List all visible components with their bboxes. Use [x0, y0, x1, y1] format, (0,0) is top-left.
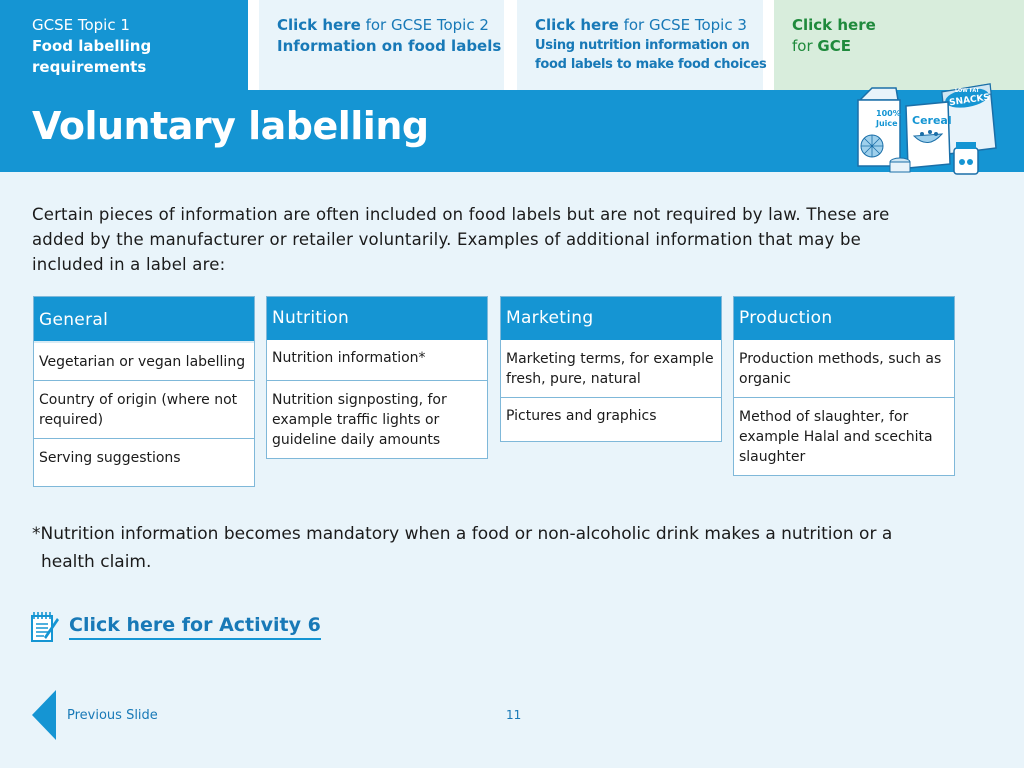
footnote-line-2: health claim.	[41, 552, 152, 572]
juice-label-2: Juice	[876, 119, 898, 128]
activity-6-link-text[interactable]: Click here for Activity 6	[69, 614, 321, 640]
tab-1-label: GCSE Topic 1	[32, 16, 130, 34]
snack-label-1: LOW FAT	[955, 88, 980, 94]
category-heading: Nutrition	[267, 297, 487, 340]
category-heading: Marketing	[501, 297, 721, 340]
tab-3-link[interactable]: Click here	[535, 16, 619, 34]
food-packaging-illustration	[850, 78, 1000, 178]
category-marketing	[500, 296, 722, 442]
category-item: Country of origin (where not required)	[34, 381, 254, 439]
tab-3-title-line-1: Using nutrition information on	[535, 38, 750, 53]
previous-slide-label[interactable]: Previous Slide	[67, 707, 158, 723]
tab-3-label: for GCSE Topic 3	[618, 16, 747, 34]
footnote	[32, 520, 932, 576]
category-item: Pictures and graphics	[501, 398, 721, 442]
category-general	[33, 296, 255, 487]
tab-gcse-topic-3[interactable]	[517, 0, 767, 90]
category-item: Serving suggestions	[34, 439, 254, 487]
tab-1-title-line-2: requirements	[32, 58, 147, 76]
category-item: Marketing terms, for example fresh, pure, natural	[501, 340, 721, 398]
tab-gcse-topic-1	[0, 0, 248, 90]
snack-label-2: SNACKS	[948, 92, 991, 109]
category-heading: Production	[734, 297, 954, 340]
category-heading: General	[34, 297, 254, 343]
category-nutrition	[266, 296, 488, 459]
category-item: Vegetarian or vegan labelling	[34, 343, 254, 381]
arrow-left-icon	[32, 690, 56, 740]
cereal-box-icon	[906, 102, 952, 168]
category-item: Nutrition information*	[267, 340, 487, 381]
notepad-pencil-icon	[30, 610, 60, 644]
category-item: Production methods, such as organic	[734, 340, 954, 398]
footnote-line-1: *Nutrition information becomes mandatory when a food or non-alcoholic drink makes a nutrition or a	[32, 524, 893, 544]
tin-icon	[890, 158, 910, 172]
tab-4-gce: GCE	[817, 37, 851, 55]
tab-2-link[interactable]: Click here	[277, 16, 361, 34]
tab-4-link[interactable]: Click here	[792, 16, 876, 34]
juice-label-1: 100%	[876, 109, 901, 118]
category-item: Nutrition signposting, for example traffic lights or guideline daily amounts	[267, 381, 487, 459]
previous-slide-button[interactable]	[32, 690, 158, 740]
tab-gce[interactable]	[774, 0, 1024, 90]
topic-tabs	[0, 0, 1024, 90]
tab-gcse-topic-2[interactable]	[259, 0, 504, 90]
category-production	[733, 296, 955, 476]
tab-1-title-line-1: Food labelling	[32, 37, 152, 55]
tab-2-label: for GCSE Topic 2	[360, 16, 489, 34]
category-item: Method of slaughter, for example Halal and scechita slaughter	[734, 398, 954, 476]
juice-carton-icon	[858, 88, 901, 166]
activity-6-link[interactable]	[30, 610, 321, 644]
intro-text: Certain pieces of information are often included on food labels but are not required by law. These are added by the manufacturer or retailer voluntarily. Examples of additional information that may be included in a label are:	[32, 205, 890, 274]
tab-2-title: Information on food labels	[277, 37, 502, 55]
page-number: 11	[506, 708, 522, 722]
jar-icon	[954, 142, 978, 174]
cereal-label: Cereal	[912, 114, 952, 127]
tab-3-title-line-2: food labels to make food choices	[535, 57, 767, 72]
tab-4-prefix: for	[792, 37, 818, 55]
page-title: Voluntary labelling	[32, 104, 429, 148]
